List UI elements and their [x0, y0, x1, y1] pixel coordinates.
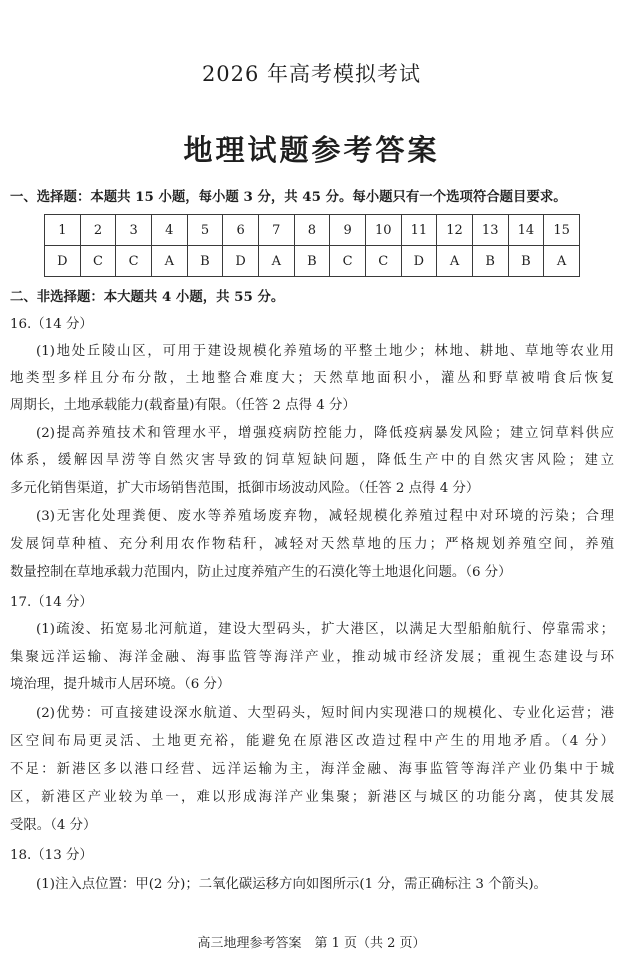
answer-table	[44, 214, 580, 277]
table-cell: 15	[544, 215, 580, 246]
table-cell: 8	[294, 215, 330, 246]
table-cell: B	[472, 246, 508, 277]
table-cell: A	[151, 246, 187, 277]
table-cell: C	[330, 246, 366, 277]
answer-line: 不足：新港区多以港口经营、远洋运输为主，海洋金融、海事监管等海洋产业仍集中于城	[10, 762, 614, 777]
page-footer: 高三地理参考答案 第 1 页（共 2 页）	[197, 936, 426, 951]
table-cell: 3	[116, 215, 152, 246]
question-18-title: 18.（13 分）	[10, 848, 93, 863]
answer-line: 周期长，土地承载能力(载畜量)有限。（任答 2 点得 4 分）	[10, 398, 356, 413]
table-cell: D	[45, 246, 81, 277]
section1-heading: 一、选择题：本题共 15 小题，每小题 3 分，共 45 分。每小题只有一个选项符合题目要求。	[10, 189, 567, 205]
table-cell: D	[401, 246, 437, 277]
table-cell: A	[544, 246, 580, 277]
table-cell: A	[437, 246, 473, 277]
answer-line: (1)注入点位置：甲(2 分)；二氧化碳运移方向如图所示(1 分，需正确标注 3 个箭头)。	[36, 877, 547, 892]
table-cell: 1	[45, 215, 81, 246]
table-cell: 2	[80, 215, 116, 246]
answer-row	[45, 246, 580, 277]
exam-title: 2026 年高考模拟考试	[201, 62, 422, 86]
table-cell: 7	[258, 215, 294, 246]
answer-line: 集聚远洋运输、海洋金融、海事监管等海洋产业，推动城市经济发展；重视生态建设与环	[10, 650, 614, 665]
answer-line: 发展饲草种植、充分利用农作物秸秆，减轻对天然草地的压力；严格规划养殖空间，养殖	[10, 537, 614, 552]
table-cell: 4	[151, 215, 187, 246]
question-16-title: 16.（14 分）	[10, 317, 93, 332]
table-cell: A	[258, 246, 294, 277]
table-cell: 6	[223, 215, 259, 246]
answer-line: 区空间布局更灵活、土地更充裕，能避免在原港区改造过程中产生的用地矛盾。（4 分）	[10, 734, 614, 749]
question-number-row	[45, 215, 580, 246]
answer-line: 体系，缓解因旱涝等自然灾害导致的饲草短缺问题，降低生产中的自然灾害风险；建立	[10, 453, 614, 468]
table-cell: C	[365, 246, 401, 277]
answer-line: 多元化销售渠道，扩大市场销售范围，抵御市场波动风险。（任答 2 点得 4 分）	[10, 481, 480, 496]
answer-line: (2)优势：可直接建设深水航道、大型码头，短时间内实现港口的规模化、专业化运营；港	[36, 706, 614, 721]
answer-line: (1)疏浚、拓宽易北河航道，建设大型码头，扩大港区，以满足大型船舶航行、停靠需求；	[36, 622, 614, 637]
table-cell: 5	[187, 215, 223, 246]
table-cell: C	[80, 246, 116, 277]
answer-line: (1)地处丘陵山区，可用于建设规模化养殖场的平整土地少；林地、耕地、草地等农业用	[36, 344, 614, 359]
table-cell: D	[223, 246, 259, 277]
table-cell: B	[294, 246, 330, 277]
answer-line: 地类型多样且分布分散，土地整合难度大；天然草地面积小，灌丛和野草被啃食后恢复	[10, 371, 614, 386]
table-cell: B	[187, 246, 223, 277]
document-title: 地理试题参考答案	[183, 133, 440, 167]
table-cell: 12	[437, 215, 473, 246]
table-cell: 11	[401, 215, 437, 246]
table-cell: 13	[472, 215, 508, 246]
table-cell: B	[508, 246, 544, 277]
table-cell: 10	[365, 215, 401, 246]
answer-line: (2)提高养殖技术和管理水平，增强疫病防控能力，降低疫病暴发风险；建立饲草料供应	[36, 426, 614, 441]
table-cell: C	[116, 246, 152, 277]
table-cell: 14	[508, 215, 544, 246]
answer-line: 受限。（4 分）	[10, 818, 97, 833]
table-cell: 9	[330, 215, 366, 246]
answer-line: 境治理，提升城市人居环境。（6 分）	[10, 677, 231, 692]
answer-line: 区，新港区产业较为单一，难以形成海洋产业集聚；新港区与城区的功能分离，使其发展	[10, 790, 614, 805]
section2-heading: 二、非选择题：本大题共 4 小题，共 55 分。	[10, 289, 285, 305]
answer-line: 数量控制在草地承载力范围内，防止过度养殖产生的石漠化等土地退化问题。（6 分）	[10, 565, 512, 580]
question-17-title: 17.（14 分）	[10, 595, 93, 610]
answer-line: (3)无害化处理粪便、废水等养殖场废弃物，减轻规模化养殖过程中对环境的污染；合理	[36, 509, 614, 524]
